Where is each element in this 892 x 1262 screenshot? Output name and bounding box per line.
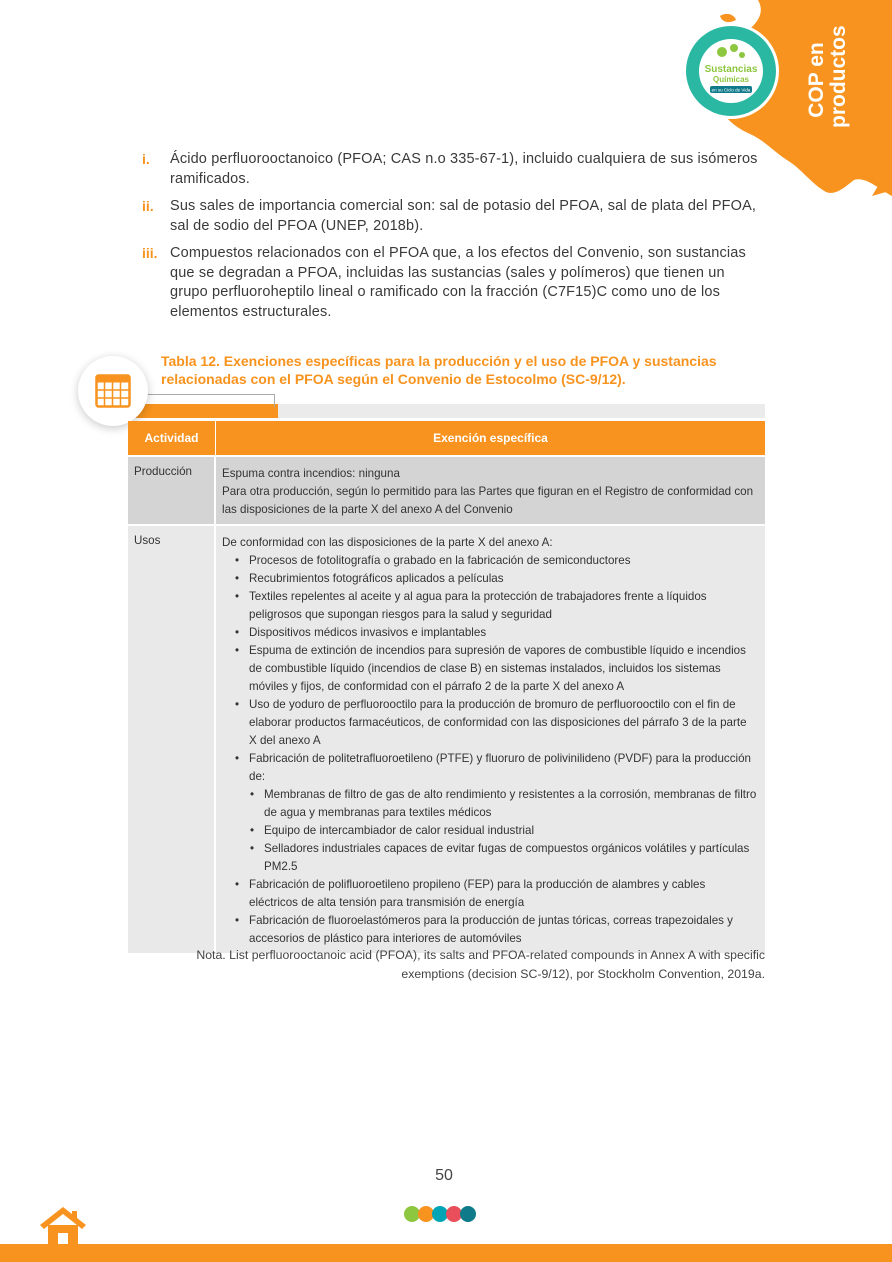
seal-text-main: Sustancias (704, 64, 758, 75)
table-header (128, 421, 765, 455)
exemption-intro: De conformidad con las disposiciones de la parte X del anexo A: (222, 536, 553, 549)
caption-connector (146, 394, 275, 407)
list-item (142, 197, 766, 236)
list-item-number: i. (142, 151, 150, 167)
color-dots (404, 1206, 476, 1222)
section-label: COP en productos (805, 25, 850, 128)
bullet-item-text: Fabricación de politetrafluoroetileno (PTFE) y fluoruro de polivinilideno (PVDF) para la producción de: (249, 752, 751, 783)
activity-cell: Usos (128, 526, 216, 953)
sub-bullet-item: • Selladores industriales capaces de evitar fugas de compuestos orgánicos volátiles y partículas PM2.5 (249, 840, 757, 876)
bullet-item: • Textiles repelentes al aceite y al agua para la protección de trabajadores frente a líquidos peligrosos que supongan riesgos para la salud y seguridad (234, 588, 757, 624)
seal-text-sub: Químicas (712, 75, 750, 84)
seal-text-small: en su Ciclo de Vida (711, 87, 751, 93)
footer-bar (0, 1244, 892, 1262)
table-row (128, 455, 765, 524)
intro-list (142, 150, 766, 330)
list-item-text: Ácido perfluorooctanoico (PFOA; CAS n.o 335-67-1), incluido cualquiera de sus isómeros ramificados. (170, 151, 758, 187)
table-note: Nota. List perfluorooctanoic acid (PFOA), its salts and PFOA-related compounds in Annex A with specific exemptions (decision SC-9/12), por Stockholm Convention, 2019a. (196, 948, 765, 981)
list-item-text: Sus sales de importancia comercial son: sal de potasio del PFOA, sal de plata del PFOA, sal de sodio del PFOA (UNEP, 2018b). (170, 198, 757, 234)
list-item-number: iii. (142, 245, 158, 261)
exemptions-table (128, 421, 765, 953)
table-caption: Tabla 12. Exenciones específicas para la producción y el uso de PFOA y sustancias relacionadas con el PFOA según el Convenio de Estocolmo (SC-9/12). (161, 353, 717, 387)
bullet-item: • Fabricación de fluoroelastómeros para la producción de juntas tóricas, correas trapezoidales y accesorios de plástico para interiores de automóviles (234, 912, 757, 948)
bullet-item: • Recubrimientos fotográficos aplicados a películas (234, 570, 757, 588)
color-dot (460, 1206, 476, 1222)
bullet-item: • Uso de yoduro de perfluorooctilo para la producción de bromuro de perfluorooctilo con el fin de elaborar productos farmacéuticos, de conformidad con las disposiciones del párrafo 3 de la parte X del anexo A (234, 696, 757, 750)
bullet-item: • Procesos de fotolitografía o grabado en la fabricación de semiconductores (234, 552, 757, 570)
exemption-cell (216, 457, 765, 524)
list-item-number: ii. (142, 198, 154, 214)
home-icon[interactable] (38, 1205, 88, 1247)
list-item-text: Compuestos relacionados con el PFOA que, a los efectos del Convenio, son sustancias que se degradan a PFOA, incluidas las sustancias (sales y polímeros) que tienen un grupo perfluoroheptilo lineal o ramificado con la fracción (C7F15)C como uno de los elementos estructurales. (170, 245, 746, 320)
column-header-exemption: Exención específica (433, 431, 548, 445)
table-icon (78, 356, 148, 426)
bullet-item: • Dispositivos médicos invasivos e implantables (234, 624, 757, 642)
column-header-activity: Actividad (128, 421, 216, 455)
list-item (142, 150, 766, 189)
exemption-cell (216, 526, 765, 953)
bullet-item: • Espuma de extinción de incendios para supresión de vapores de combustible líquido e incendios de combustible líquido (incendios de clase B) en sistemas instalados, incluidos los sistemas móviles y fijos, de conformidad con el párrafo 2 de la parte X del anexo A (234, 642, 757, 696)
exemption-sub-bullets (249, 786, 757, 876)
exemption-line: Espuma contra incendios: ninguna (222, 467, 400, 480)
table-row (128, 524, 765, 953)
activity-cell: Producción (128, 457, 216, 524)
sub-bullet-item: • Membranas de filtro de gas de alto rendimiento y resistentes a la corrosión, membranas de filtro de agua y membranas para textiles médicos (249, 786, 757, 822)
sustancias-quimicas-seal (682, 22, 780, 120)
bullet-item (234, 750, 757, 876)
sub-bullet-item: • Equipo de intercambiador de calor residual industrial (249, 822, 757, 840)
exemption-line: Para otra producción, según lo permitido para las Partes que figuran en el Registro de conformidad con las disposiciones de la parte X del anexo A del Convenio (222, 485, 754, 516)
list-item (142, 244, 766, 322)
bullet-item: • Fabricación de polifluoroetileno propileno (FEP) para la producción de alambres y cables eléctricos de alta tensión para transmisión de energía (234, 876, 757, 912)
page-number: 50 (435, 1167, 453, 1184)
exemption-bullets (222, 552, 757, 948)
